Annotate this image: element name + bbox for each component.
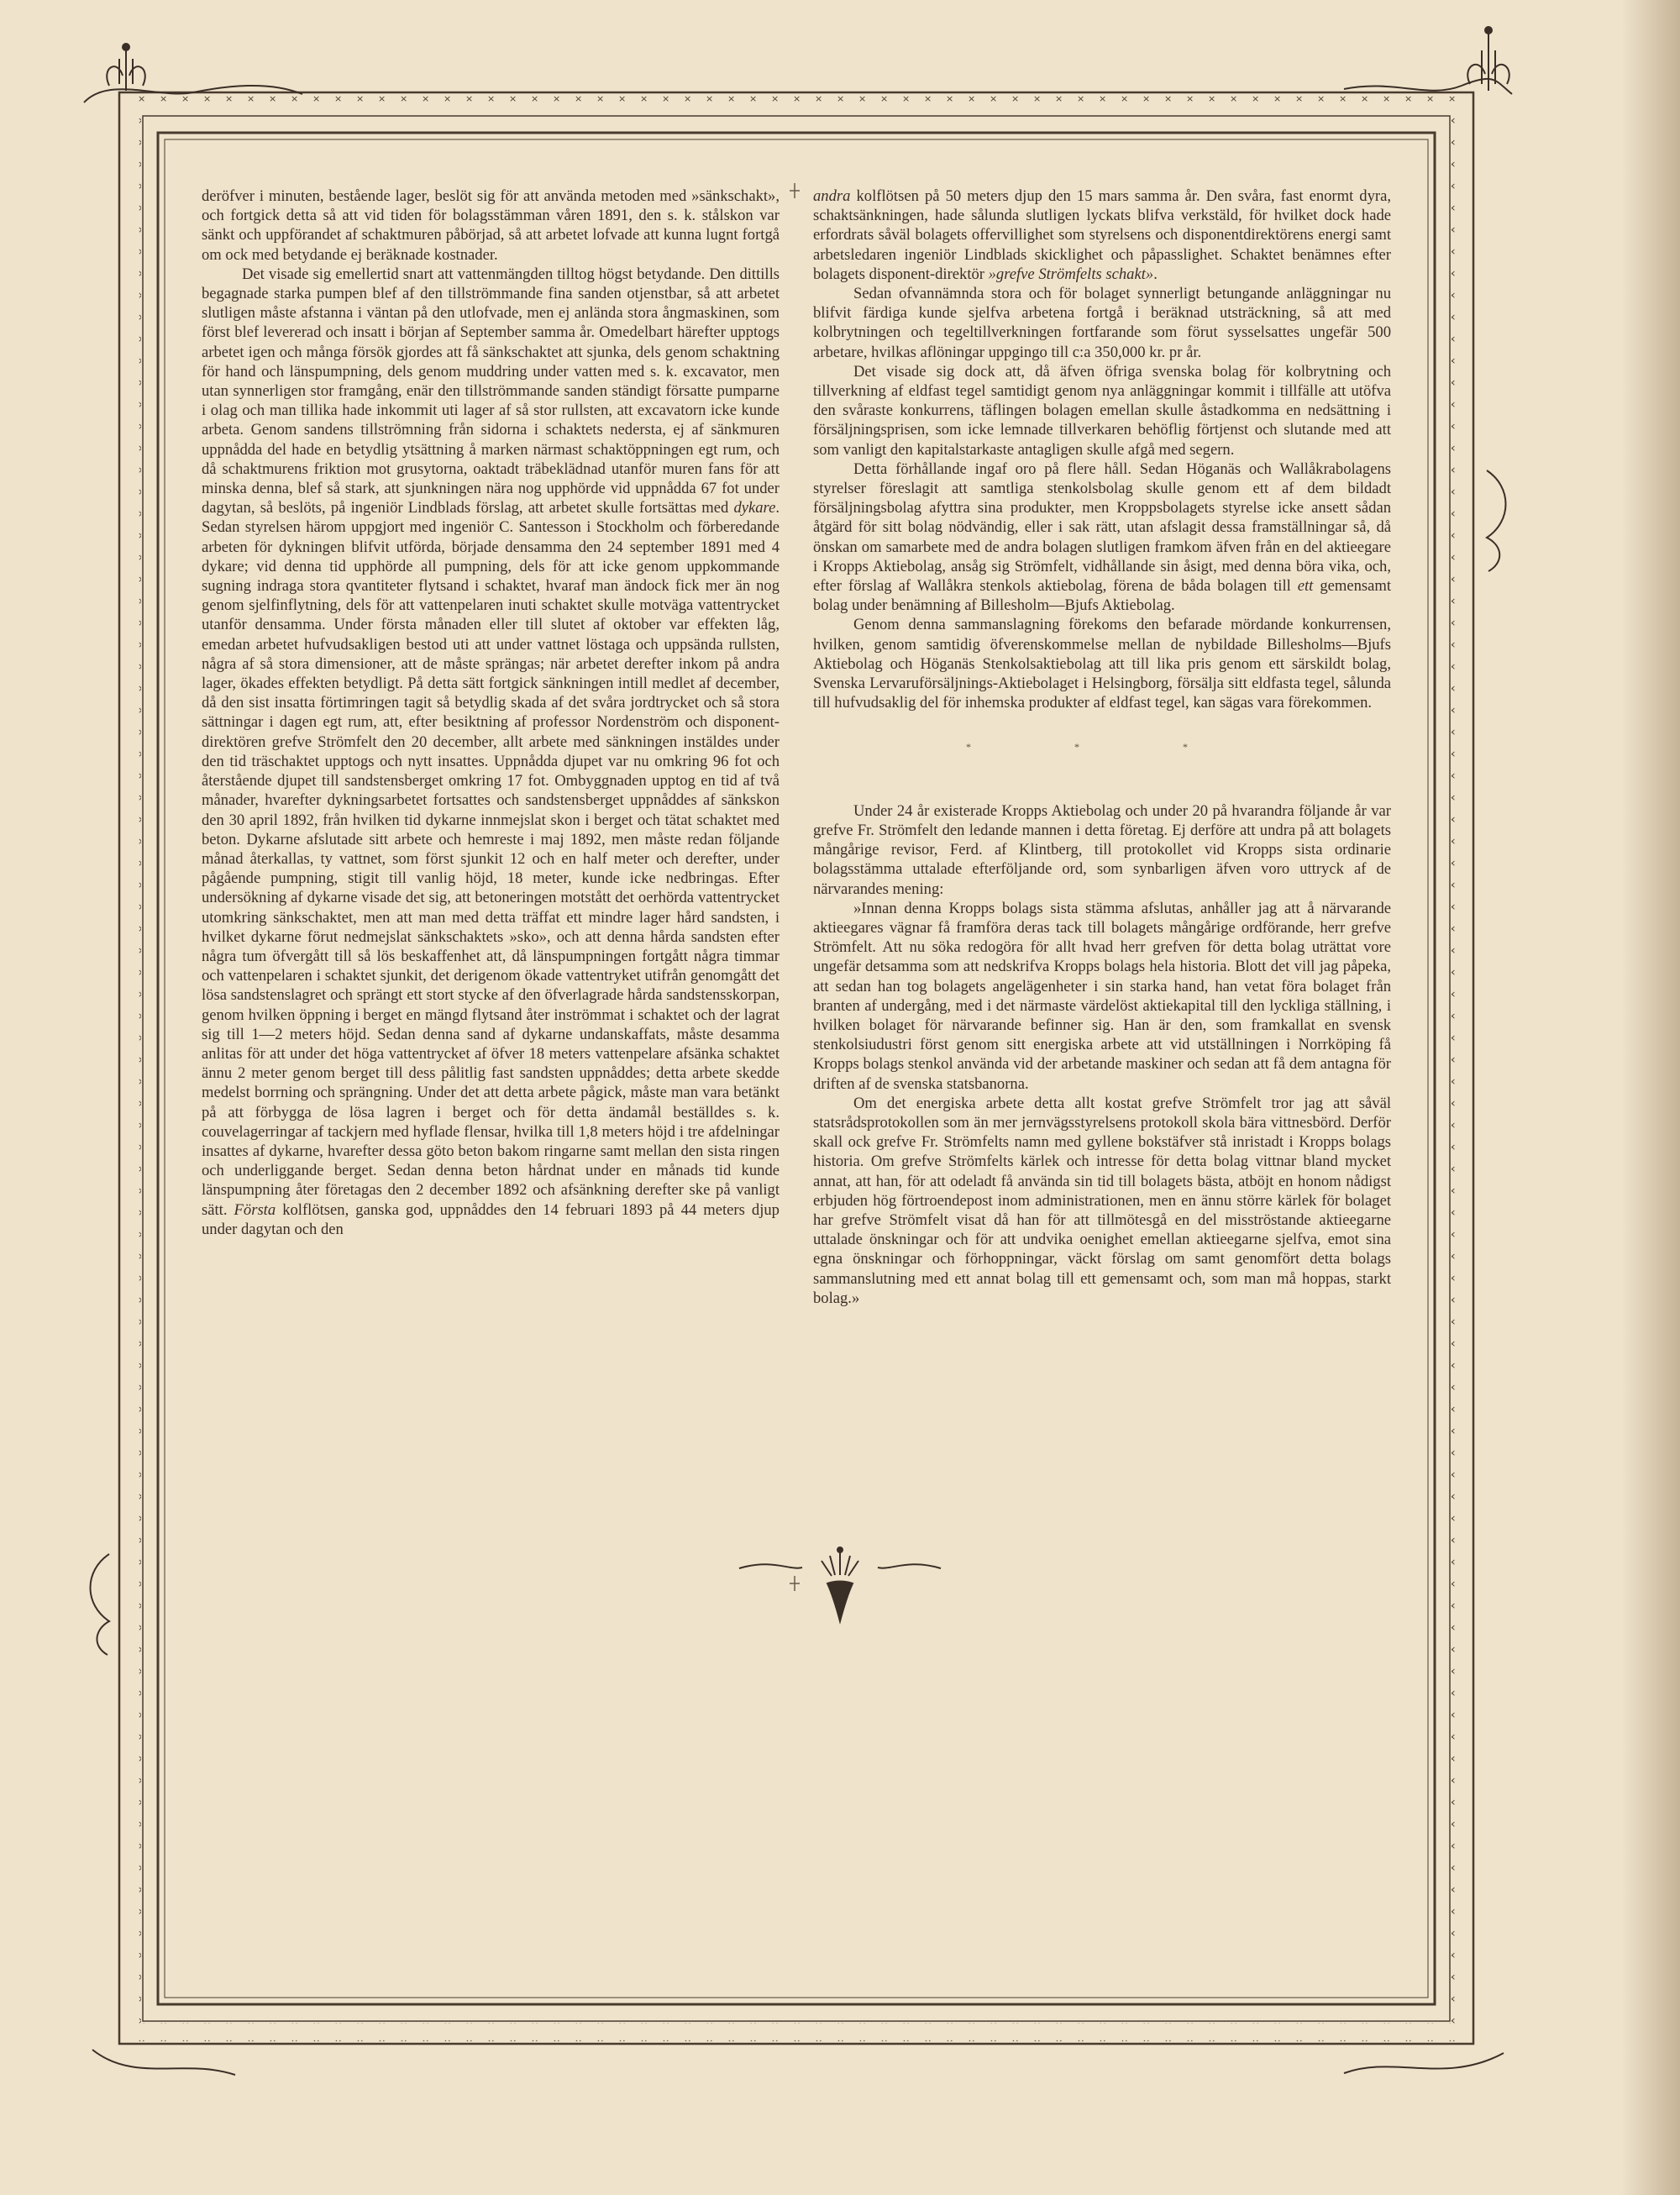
side-ornament-left	[91, 1554, 110, 1655]
side-ornament-right	[1487, 470, 1506, 571]
text-run: .	[1153, 265, 1158, 283]
text-run: kolflötsen på 50 meters djup den 15 mars samma år. Den svåra, fast enormt dyra, schaktsänkningen, hade sålunda slutligen lyckats blifva verkstäld, för hvilket dock hade erfordrats såväl bolagets offervillighet som styrelsens och disponentdirektörens energi samt arbetsledaren ingeniör Lindblads skicklighet och påpasslighet. Schaktet benämnes efter bolagets disponent-direktör	[813, 187, 1391, 283]
quote-paragraph: »Innan denna Kropps bolags sista stämma afslutas, anhåller jag att å närvarande aktieegares vägnar få framföra deras tack till bolagets mångårige ordförande, herr grefve Strömfelt. Att nu söka redogöra för allt hvad herr grefven för detta bolag uträttat vore ungefär detsamma som att nedskrifva Kropps bolags hela historia. Blott det vill jag påpeka, att sedan han tog bolagets angelägenheter i sin starka hand, han vetat föra bolaget från branten af undergång, med i det närmaste värdelöst aktiekapital till den lyckliga ställning, i hvilken bolaget för närvarande befinner sig. Han är den, som framkallat en svensk stenkolsiudustri först genom sitt energiska arbete att vid utställningen i Norrköping få Kropps bolags stenkol använda vid der arbetande maskiner och sedan att få dem antagna för driften af de svenska statsbanorna.	[813, 899, 1391, 1093]
paragraph: Under 24 år existerade Kropps Aktiebolag och under 20 på hvarandra följande år var grefve Fr. Strömfelt den ledande mannen i detta företag. Ej derföre att undra på att bolagets mångårige revisor, Ferd. af Klintberg, till protokollet vid Kropps sista ordinarie bolagsstämma uttalade efterföljande ord, som synbarligen äfven voro uttryck af de närvarandes mening:	[813, 801, 1391, 898]
text-run: kolflötsen, ganska god, uppnåddes den 14 februari 1893 på 44 meters djup under dagytan och den	[202, 1200, 780, 1238]
right-text-column	[813, 186, 1391, 1308]
center-vignette	[739, 1547, 941, 1621]
text-run: . Sedan styrelsen härom uppgjort med ingeniör C. Santesson i Stockholm och förberedande arbeten för dykningen blifvit utförda, började densamma den 24 september 1891 med 4 dykare; vid denna tid upphörde all pumpning, dels för att icke genom uppkommande sugning indraga stora qvantiteter flytsand i schaktet, hvaraf man ändock fick mer än nog genom sjelfinflytning, dels för att vattenpelaren inuti schaktet skulle motväga vattentrycket utanför densamma. Under första månaden eller till slutet af oktober var effekten låg, emedan arbetet hufvudsakligen bestod uti att under vattnet löstaga och uppsända rullsten, några af så stora dimensioner, att de måste sprängas; när arbetet derefter inkom på andra lager, ökades effekten betydligt. På detta sätt fortgick sänkningen intill medlet af december, då den sist insatta förtimringen tagit så betydlig skada af det svåra jordtrycket och så stora sättningar i dagen egt rum, att, efter besiktning af professor Nordenström och disponent-direktören grefve Strömfelt den 20 december, allt arbete med sänkningen instäldes under den tid träschaktet upptogs och nytt insattes. Uppnådda djupet var nu omkring 96 fot och återstående djupet till sandstensberget omkring 17 fot. Ombyggnaden upptog en tid af två månader, hvarefter dykningsarbetet fortsattes och sandstensberget uppnåddes af sänkskon den 30 april 1892, från hvilken tid dykarne innmejslat skon i berget och tätat schaktet med beton. Dykarne afslutade sitt arbete och hemreste i maj 1892, men måste redan följande månad återkallas, ty vattnet, som först sjunkit 12 och en half meter och derefter, under pågående pumpning, stigit till vanlig höjd, 18 meter, kunde icke nedbringas. Efter undersökning af dykarne visade det sig, att betoneringen motstått det oerhörda vattentrycket utomkring sänkschaktet, men att man med detta träffat ett mindre lager hård sandsten, i hvilket dykarne förut nedmejslat sänkschaktets »sko», och att denna hårda sandsten efter några tum öfvergått till så lös beskaffenhet att, då länspumpningen fortgått några timmar och vattenpelaren i schaktet sjunkit, det derigenom ökade vattentryket utifrån genomgått det lösa sandstenslagret och sprängt ett stort stycke af den öfverlagrade hårda sandstensskorpan, genom hvilken öppning i berget en mängd flytsand åter inströmmat i schaktet och der lagrat sig till 1—2 meters höjd. Sedan denna sand af dykarne undanskaffats, måste desamma anlitas för att under det höga vattentrycket af öfver 18 meters vattenpelare afsänka schaktet ännu 2 meter genom berget till dess pålitlig fast sandsten uppnåddes; detta arbete skedde medelst borrning och sprängning. Under det att detta arbete pågick, måste man vara betänkt på att förbygga de lösa lagren i berget och för detta ändamål beställdes s. k. couvelagerringar af tackjern med hyflade flensar, hvilka till 1,8 meters höjd i tre afdelningar insattes af dykarne, hvarefter dessa göto beton bakom ringarne samt mellan den sista ringen och underliggande berget. Sedan denna beton hårdnat under en månads tid kunde länspumpning åter företagas den 2 december 1892 och afsänkning derefter ske på vanligt sätt.	[202, 499, 780, 1219]
column-separator	[790, 183, 800, 1591]
text-run: Det visade sig emellertid snart att vattenmängden tilltog högst betydande. Den dittills begagnade starka pumpen blef af den tillströmmande fina sanden otjenstbar, så att arbetet slutligen måste afstanna i väntan på den utlofvade, men ej anlända stora ångmaskinen, som först blef levererad och insatt i början af September samma år. Omedelbart härefter upptogs arbetet igen och många försök gjordes att få sänkschaktet att sjunka, dels genom schaktning för hand och länspumpning, dels genom muddring under vatten med s. k. excavator, men utan synnerligen stor framgång, enär den tillströmmande sanden ständigt försatte pumparne i olag och man tillika hade inkommit uti lager af så stor rullsten, att excavatorn icke kunde arbeta. Genom sandens tillströmning från sidorna i schaktets nedersta, ej af sänkmuren uppnådda del hade en betydlig ytsättning å marken närmast schaktöppningen egt rum, och då schaktmurens friktion mot grusytorna, oaktadt träbeklädnad utanför muren fans för att minska denna, blef så stark, att sjunkningen nära nog upphörde vid uppnådda 67 fot under dagytan, så beslöts, på ingeniör Lindblads förslag, att arbetet skulle fortsättas med	[202, 265, 780, 517]
paragraph: Det visade sig dock att, då äfven öfriga svenska bolag för kolbrytning och tillverkning af eldfast tegel samtidigt genom nya anläggningar kommit i tillfälle att utöfva den svåraste konkurrens, täflingen bolagen emellan skulle åstadkomma en nedsättning i försäljningsprisen, som icke lemnade tillverkaren behöflig förtjenst och slutande med att som vanligt den kapitalstarkaste antagligen skulle afgå med segern.	[813, 362, 1391, 459]
bottom-ornament	[92, 2050, 1504, 2075]
emphasis: »grefve Strömfelts schakt»	[988, 265, 1154, 283]
quote-paragraph: Om det energiska arbete detta allt kostat grefve Strömfelt tror jag att såväl statsrådsprotokollen som än mer jernvägsstyrelsens protokoll skola bära vittnesbörd. Derför skall ock grefve Fr. Strömfelts namn med gyllene bokstäfver stå inristadt i Kropps bolags historia. Om grefve Strömfelts kärlek och intresse för detta bolag vittnar bland mycket annat, att han, för att odeladt få använda sin tid till bolagets bästa, atböjt en honom nådigst erbjuden hög förtroendepost inom administrationen, men en ännu större kärlek för bolaget har grefve Strömfelt visat då han för att tillmötesgå en del misströstande aktieegarne uttalade önskningar och för att undvika oenighet emellan aktieegarne sjelfva, emot sina egna önskningar och förhoppningar, väckt förslag om samt genomfört detta bolags sammanslutning med ett annat bolag till ett gemensamt och, som man må hoppas, starkt bolag.»	[813, 1094, 1391, 1307]
paragraph	[202, 265, 780, 1239]
paragraph: deröfver i minuten, bestående lager, beslöt sig för att använda metoden med »sänkschakt», och fortgick detta så att vid tiden för bolagsstämman våren 1891, den s. k. stålskon var sänkt och uppförandet af schaktmuren påbörjad, så att arbetet lofvade att kunna lugnt fortgå om ock med betydande ej beräknade kostnader.	[202, 187, 780, 264]
emphasis: ett	[1297, 577, 1314, 596]
left-text-column	[202, 186, 780, 1239]
text-run: Detta förhållande ingaf oro på flere håll. Sedan Höganäs och Wallåkrabolagens styrelser föreslagit att samtliga stenkolsbolag skulle genom ett af dem bildadt försäljningsbolag afyttra sina produkter, men Kroppsbolagets styrelse icke ansett sådan åtgärd för sitt bolag nödvändig, eller i sak rätt, utan afslagit dessa framställningar så, då önskan om samarbete med de andra bolagen slutligen framkom äfven från en del aktieegare i Kropps Aktiebolag, ansåg sig Strömfelt, vidhållande sin åsigt, med denna böra vika, och, efter förslag af Wallåkra stenkols aktiebolag, förena de båda bolagen till	[813, 459, 1391, 596]
paragraph	[813, 459, 1391, 616]
paragraph: Sedan ofvannämnda stora och för bolaget synnerligt betungande anläggningar nu blifvit färdiga kunde sjelfva arbetena fortgå i beräknad utsträckning, så att med kolbrytningen och tegeltillverkningen fortfarande som förut sysselsattes ungefär 500 arbetare, hvilkas aflöningar uppgingo till c:a 350,000 kr. pr år.	[813, 285, 1391, 361]
section-divider-stars: * * *	[966, 741, 1238, 754]
paragraph	[813, 186, 1391, 284]
emphasis: andra	[813, 187, 851, 205]
corner-ornament-top-left	[84, 44, 302, 102]
corner-ornament-top-right	[1344, 27, 1512, 94]
paragraph: Genom denna sammanslagning förekoms den befarade mördande konkurrensen, hvilken, genom samtidig öfverenskommelse mellan de nybildade Billesholms—Bjufs Aktiebolag och Höganäs Stenkolsaktiebolag att till lika pris genom ett särskildt bolag, Svenska Lervaruförsäljnings-Aktiebolaget i Helsingborg, försälja sitt eldfasta tegel, sålunda till hufvudsaklig del för inhemska produkter af eldfast tegel, kan sägas vara förekommen.	[813, 616, 1391, 712]
emphasis: dykare	[733, 499, 776, 517]
text-run: gemensamt bolag under benämning af Billesholm—Bjufs Aktiebolag.	[813, 577, 1392, 615]
emphasis: Första	[234, 1200, 276, 1219]
